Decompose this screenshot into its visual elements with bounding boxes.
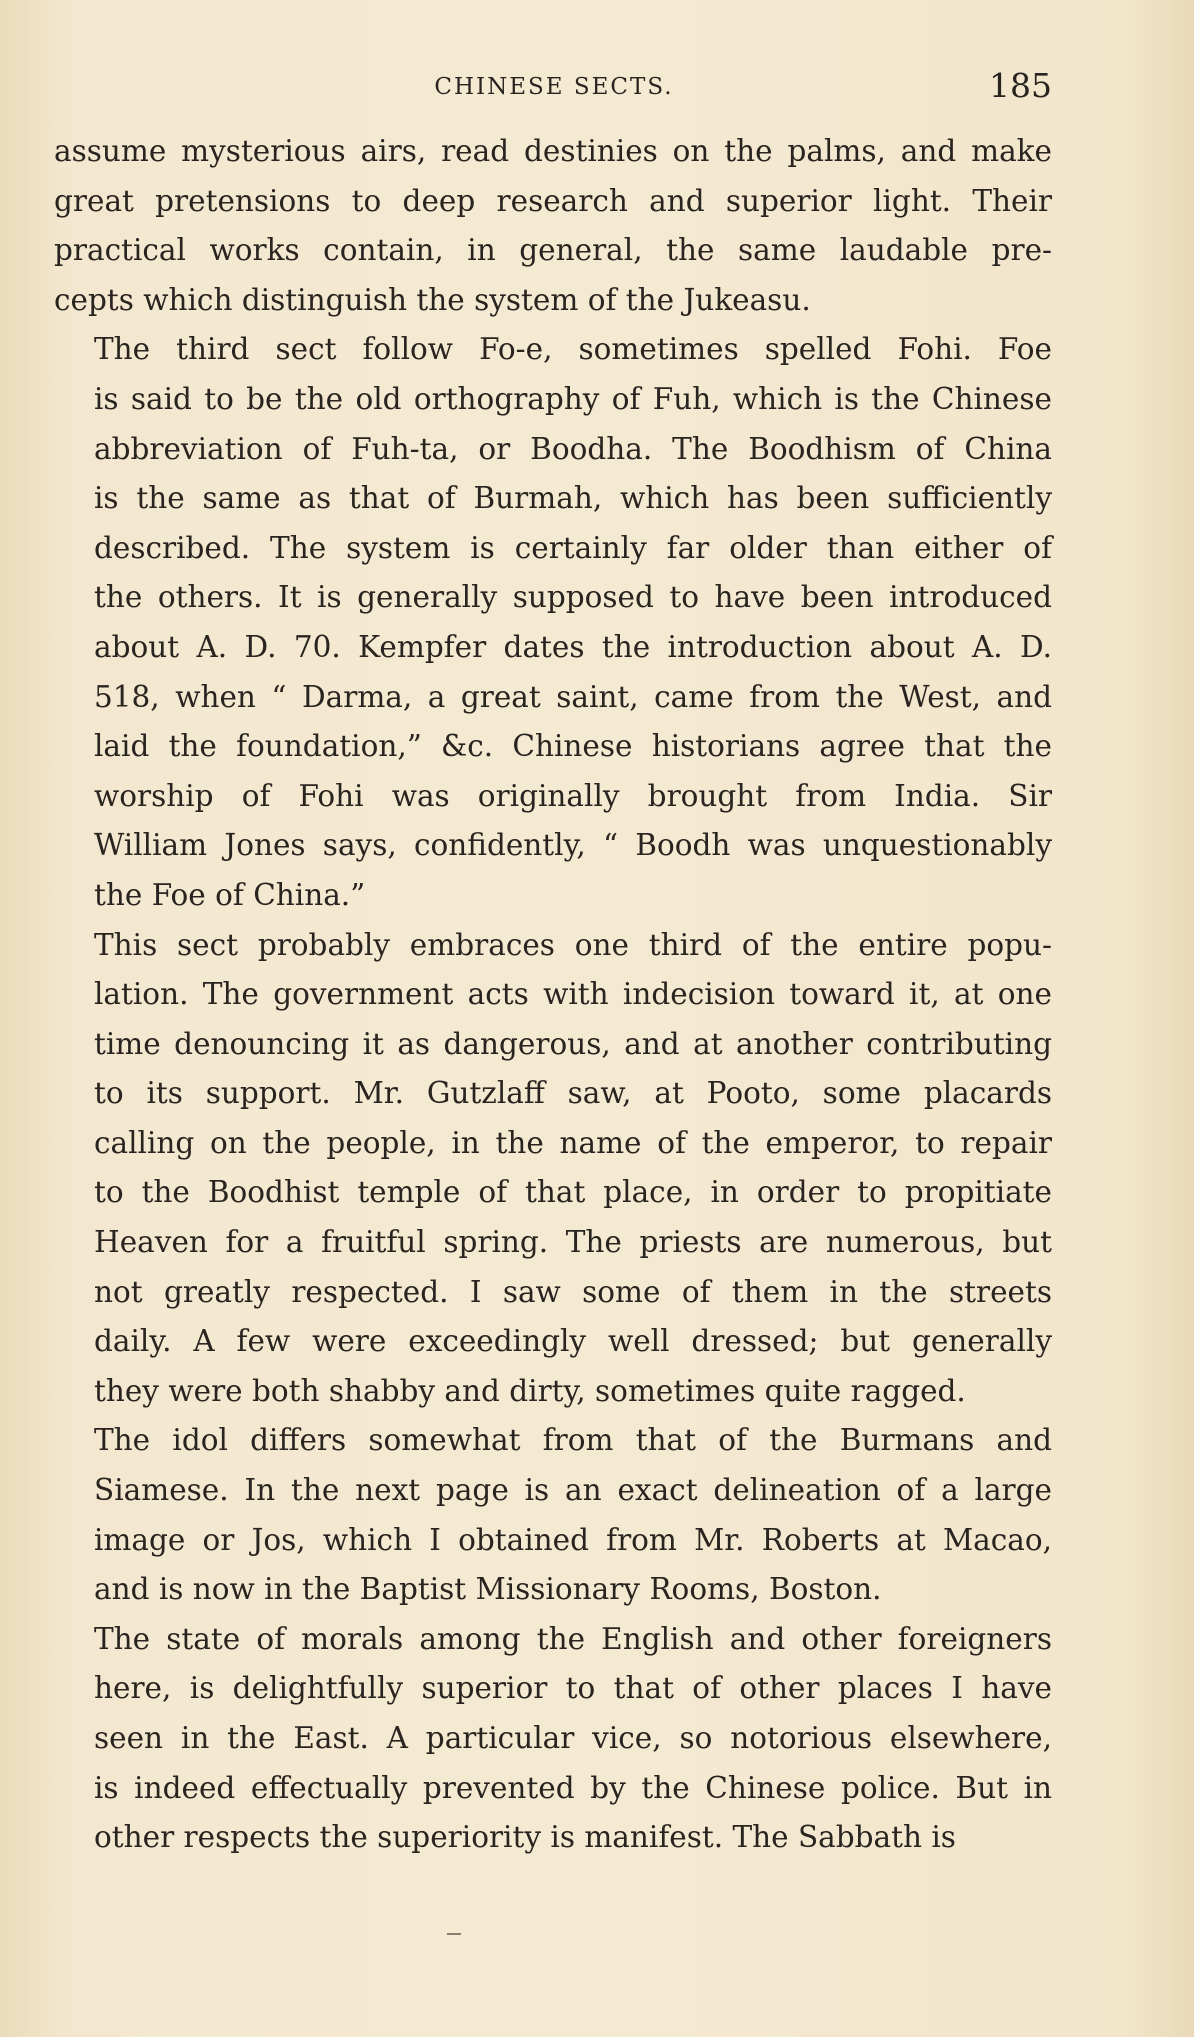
text-line: laid the foundation,” &c. Chinese historians agree that the — [94, 729, 1052, 764]
text-line: The idol differs somewhat from that of the Burmans and — [94, 1423, 1052, 1458]
text-line: worship of Fohi was originally brought from India. Sir — [94, 778, 1052, 813]
text-line: to the Boodhist temple of that place, in order to propitiate — [94, 1175, 1052, 1210]
text-line: Siamese. In the next page is an exact delineation of a large — [94, 1473, 1052, 1508]
body-text — [54, 127, 1052, 1863]
paragraph — [54, 921, 1052, 1417]
paragraph — [54, 1615, 1052, 1863]
text-line: is indeed effectually prevented by the Chinese police. But in — [94, 1770, 1052, 1805]
text-line: described. The system is certainly far older than either of — [94, 530, 1052, 565]
text-line: they were both shabby and dirty, sometimes quite ragged. — [94, 1373, 966, 1408]
text-line: image or Jos, which I obtained from Mr. Roberts at Macao, — [94, 1522, 1052, 1557]
text-line: about A. D. 70. Kempfer dates the introduction about A. D. — [94, 629, 1052, 664]
text-line: and is now in the Baptist Missionary Rooms, Boston. — [94, 1572, 882, 1607]
text-line: cepts which distinguish the system of the Jukeasu. — [54, 282, 811, 317]
text-line: practical works contain, in general, the same laudable pre- — [54, 233, 1052, 268]
text-line: daily. A few were exceedingly well dressed; but generally — [94, 1324, 1052, 1359]
text-line: assume mysterious airs, read destinies on the palms, and make — [54, 134, 1052, 168]
paragraph — [54, 1416, 1052, 1614]
text-line: 518, when “ Darma, a great saint, came from the West, and — [94, 679, 1052, 714]
text-line: seen in the East. A particular vice, so notorious elsewhere, — [94, 1721, 1052, 1755]
footer-mark — [447, 1933, 461, 1935]
text-line: great pretensions to deep research and superior light. Their — [54, 183, 1052, 218]
text-line: William Jones says, confidently, “ Boodh was unquestionably — [94, 828, 1052, 863]
text-line: lation. The government acts with indecision toward it, at one — [94, 977, 1052, 1012]
text-line: the Foe of China.” — [94, 877, 366, 912]
text-line: time denouncing it as dangerous, and at another contributing — [94, 1026, 1052, 1061]
page-number: 185 — [989, 66, 1052, 105]
text-line: other respects the superiority is manifest. The Sabbath is — [94, 1820, 956, 1855]
text-line: is said to be the old orthography of Fuh, which is the Chinese — [94, 381, 1052, 416]
paragraph — [54, 325, 1052, 920]
text-line: calling on the people, in the name of the emperor, to repair — [94, 1125, 1052, 1160]
text-line: is the same as that of Burmah, which has been sufficiently — [94, 481, 1052, 516]
text-line: to its support. Mr. Gutzlaff saw, at Pooto, some placards — [94, 1076, 1052, 1111]
paragraph — [54, 127, 1052, 325]
text-line: not greatly respected. I saw some of them in the streets — [94, 1274, 1052, 1309]
text-line: The state of morals among the English and other foreigners — [94, 1621, 1052, 1656]
text-line: abbreviation of Fuh-ta, or Boodha. The Boodhism of China — [94, 431, 1052, 466]
text-line: the others. It is generally supposed to have been introduced — [94, 580, 1052, 615]
text-line: This sect probably embraces one third of the entire popu- — [94, 927, 1052, 962]
text-line: here, is delightfully superior to that of other places I have — [94, 1671, 1052, 1706]
running-title: CHINESE SECTS. — [434, 74, 674, 100]
text-line: The third sect follow Fo-e, sometimes spelled Fohi. Foe — [94, 332, 1052, 367]
text-line: Heaven for a fruitful spring. The priests are numerous, but — [94, 1225, 1052, 1260]
page-header — [56, 66, 1052, 110]
